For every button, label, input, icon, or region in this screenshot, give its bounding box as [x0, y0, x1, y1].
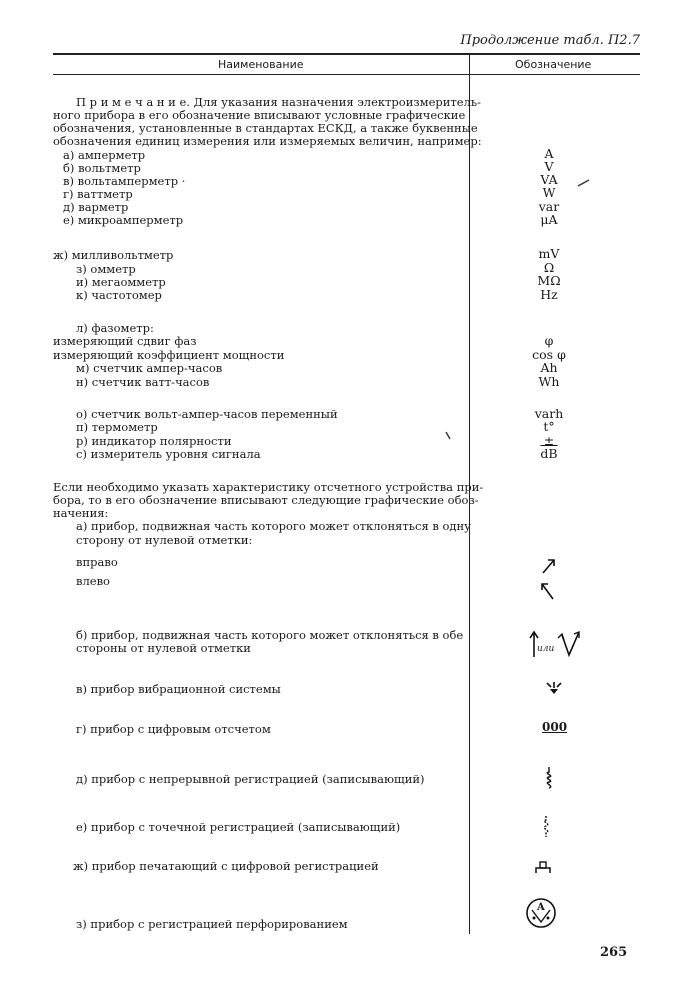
item-label: л) фазометр: — [76, 321, 154, 335]
vibration-system-icon — [544, 681, 564, 695]
item-symbol: var — [538, 199, 560, 214]
item-symbol: V — [544, 159, 554, 174]
readout-g: г) прибор с цифровым отсчетом — [76, 722, 271, 736]
readout-a-line-1: а) прибор, подвижная часть которого может отклоняться в одну — [76, 519, 471, 533]
readout-a-line-2: сторону от нулевой отметки: — [76, 533, 253, 547]
top-rule — [53, 53, 640, 55]
note-line-4: обозначения единиц измерения или измеряемых величин, например: — [53, 134, 482, 148]
item-label: н) счетчик ватт-часов — [76, 375, 210, 389]
item-symbol: MΩ — [537, 273, 561, 288]
item-label: г) ваттметр — [63, 187, 133, 201]
readout-d: д) прибор с непрерывной регистрацией (записывающий) — [76, 772, 425, 786]
item-symbol: ± — [543, 433, 555, 448]
readout-intro-2: бора, то в его обозначение вписывают следующие графические обоз- — [53, 493, 479, 507]
item-symbol: Ah — [540, 360, 558, 375]
readout-intro-3: начения: — [53, 506, 109, 520]
perforation-recorder-letter: A — [537, 902, 545, 913]
readout-b-line-1: б) прибор, подвижная часть которого может отклоняться в обе — [76, 628, 464, 642]
readout-e: е) прибор с точечной регистрацией (записывающий) — [76, 820, 401, 834]
item-label: измеряющий коэффициент мощности — [53, 348, 285, 362]
label-right: вправо — [76, 555, 118, 569]
item-label: м) счетчик ампер-часов — [76, 361, 223, 375]
item-label: измеряющий сдвиг фаз — [53, 334, 197, 348]
arrow-up-right-icon — [539, 556, 559, 576]
column-header-name: Наименование — [218, 58, 304, 71]
continuation-title: Продолжение табл. П2.7 — [460, 33, 640, 48]
item-symbol: mV — [538, 246, 560, 261]
item-label: д) варметр — [63, 200, 129, 214]
item-label: ж) милливольтметр — [53, 248, 174, 262]
item-symbol: φ — [544, 333, 554, 348]
item-symbol: cos φ — [532, 347, 566, 362]
dot-recording-icon — [538, 815, 554, 839]
item-symbol: t° — [543, 419, 555, 434]
arrow-up-left-icon — [537, 580, 557, 602]
item-label: в) вольтамперметр · — [63, 174, 186, 188]
item-label: о) счетчик вольт-ампер-часов переменный — [76, 407, 338, 421]
item-label: к) частотомер — [76, 288, 162, 302]
item-label: з) омметр — [76, 262, 136, 276]
readout-intro-1: Если необходимо указать характеристику отсчетного устройства при- — [53, 480, 484, 494]
item-symbol: A — [544, 146, 554, 161]
column-header-symbol: Обозначение — [515, 58, 592, 71]
printing-recorder-icon — [534, 860, 554, 876]
item-symbol: Wh — [538, 374, 560, 389]
header-rule — [53, 74, 640, 75]
item-symbol: $\overline{dB}$ — [540, 446, 558, 461]
item-label: п) термометр — [76, 420, 158, 434]
note-line-2: ного прибора в его обозначение вписывают условные графические — [53, 108, 466, 122]
item-label: е) микроамперметр — [63, 213, 184, 227]
item-label: б) вольтметр — [63, 161, 141, 175]
page-number: 265 — [600, 945, 628, 960]
note-line-3: обозначения, установленные в стандартах ЕСКД, а также буквенные — [53, 121, 478, 135]
continuous-recording-icon — [541, 766, 557, 790]
item-label: с) измеритель уровня сигнала — [76, 447, 261, 461]
item-label: а) амперметр — [63, 148, 146, 162]
item-symbol: Ω — [543, 260, 555, 275]
readout-zh: ж) прибор печатающий с цифровой регистрацией — [73, 859, 379, 873]
item-symbol: μA — [540, 212, 558, 227]
or-word: или — [537, 644, 555, 654]
note-line-1: П р и м е ч а н и е. Для указания назначения электроизмеритель- — [76, 95, 482, 109]
item-label: и) мегаомметр — [76, 275, 166, 289]
stray-pen-mark — [445, 431, 453, 441]
stray-pen-mark — [577, 179, 591, 187]
readout-z: з) прибор с регистрацией перфорированием — [76, 917, 348, 931]
readout-b-line-2: стороны от нулевой отметки — [76, 641, 251, 655]
label-left: влево — [76, 574, 110, 588]
item-symbol: W — [542, 185, 556, 200]
item-symbol: VA — [540, 172, 558, 187]
digital-readout-symbol: 000 — [542, 720, 568, 734]
item-symbol: varh — [534, 406, 564, 421]
item-symbol: Hz — [540, 287, 558, 302]
readout-v: в) прибор вибрационной системы — [76, 682, 281, 696]
item-label: р) индикатор полярности — [76, 434, 232, 448]
